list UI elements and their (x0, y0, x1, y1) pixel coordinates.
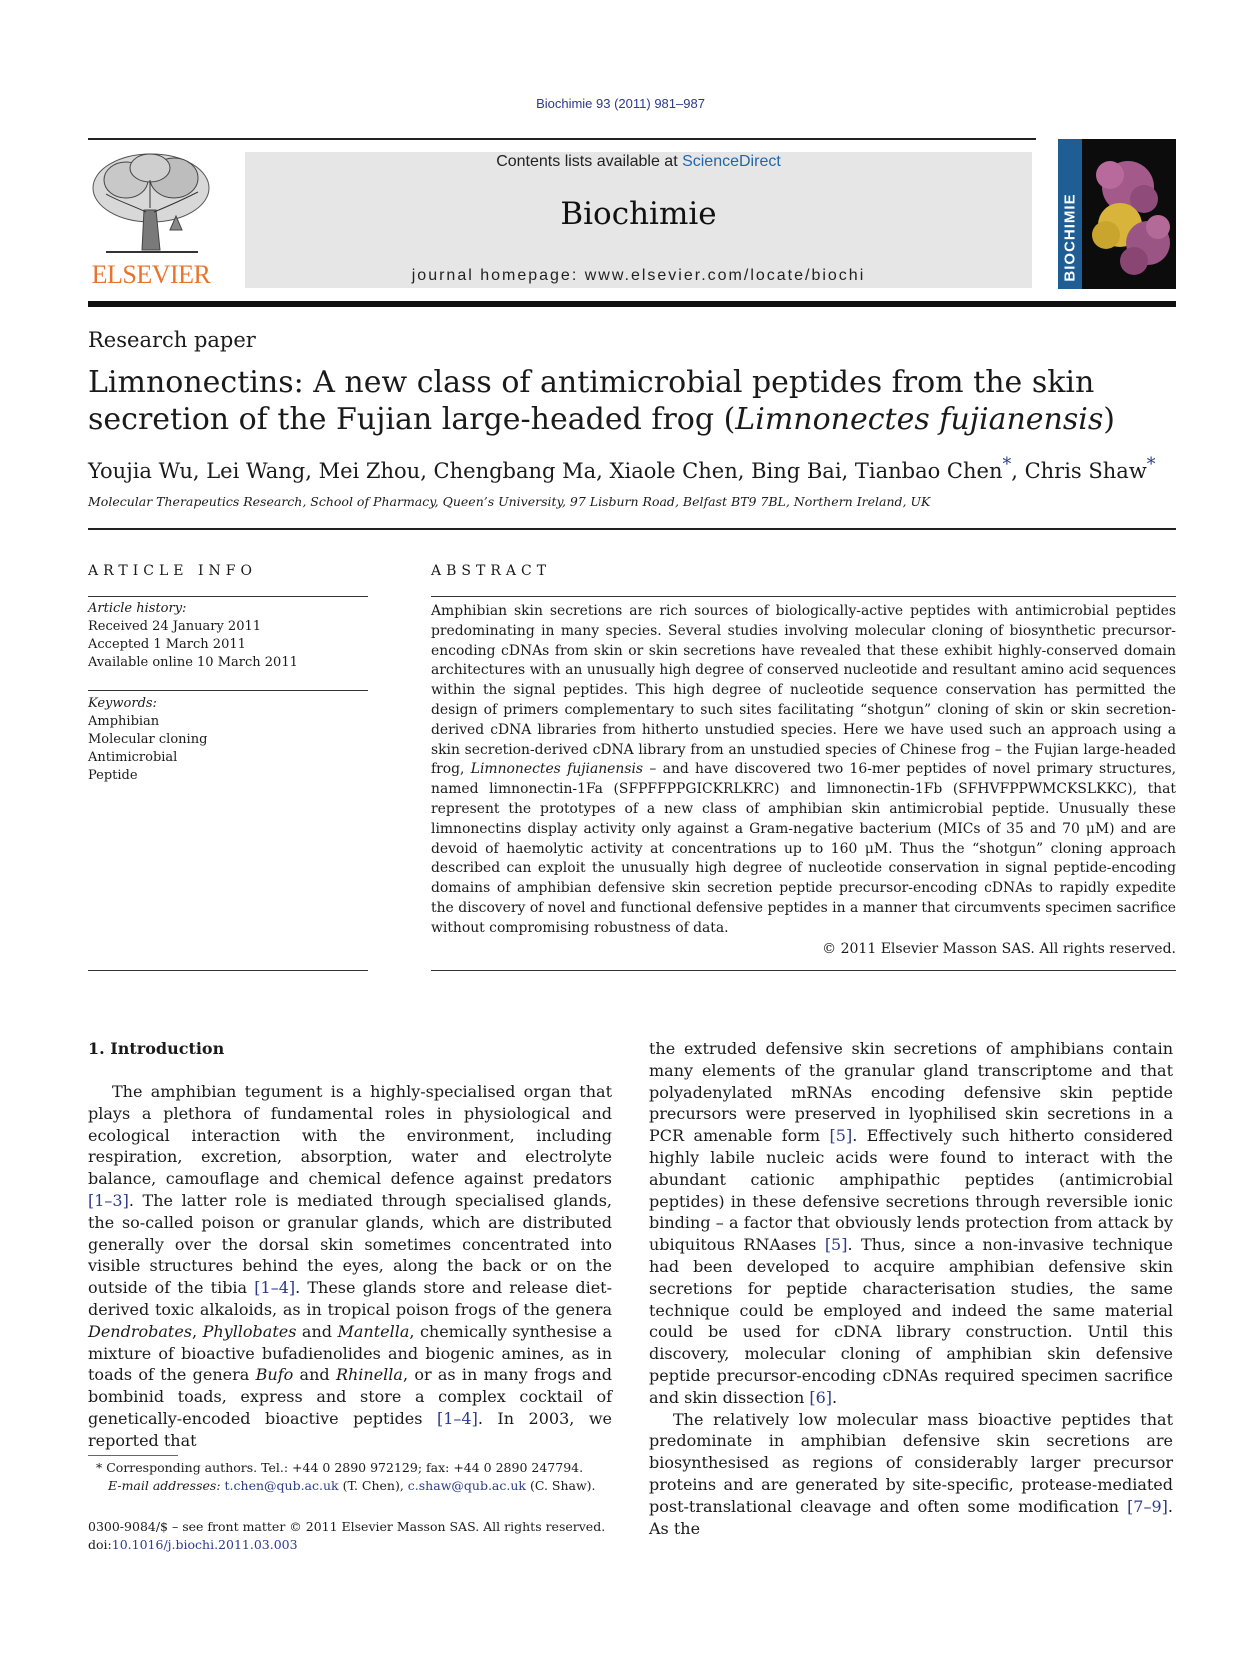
abstract-part-2: – and have discovered two 16-mer peptides of novel primary structures, named limnonectin-1Fa (SFPFFPPGICKRLKRC) and limnonectin-1Fb (SFHVFPPWMCKSLKKC), that represent the prototypes of a new class of amphibian skin antimicrobial peptide. Unusually these limnonectins display activity only against a Gram-negative bacterium (MICs of 35 and 70 μM) and are devoid of haemolytic activity at concentrations up to 160 μM. Thus the “shotgun” cloning approach described can exploit the unusually high degree of nucleotide conservation in signal peptide-encoding domains of amphibian defensive skin secretion peptide precursor-encoding cDNAs to rapidly expedite the discovery of novel and functional defensive peptides in a manner that circumvents specimen sacrifice without compromising robustness of data. (431, 761, 1177, 936)
citation-link[interactable]: [5] (829, 1126, 853, 1146)
front-matter (88, 1518, 605, 1554)
body-text: . Effectively such hitherto considered highly labile nucleic acids were found to interact with the abundant cationic amphipathic peptides (antimicrobial peptides) in these defensive secretions through reversible ionic binding – a factor that obviously lends protection from attack by ubiquitous RNAases (649, 1126, 1174, 1255)
citation-link[interactable]: [1–4] (436, 1408, 478, 1428)
keyword: Molecular cloning (88, 732, 208, 747)
paragraph (649, 1038, 1173, 1409)
email-owner: (T. Chen), (338, 1478, 408, 1493)
header-thick-rule (88, 301, 1176, 307)
keyword: Antimicrobial (88, 750, 178, 765)
affiliation: Molecular Therapeutics Research, School of Pharmacy, Queen’s University, 97 Lisburn Road, Belfast BT9 7BL, Northern Ireland, UK (88, 494, 931, 509)
body-text: The relatively low molecular mass bioactive peptides that predominate in amphibian defensive skin secretions are biosynthesised as regions of considerably larger precursor proteins and are generated by site-specific, protease-mediated post-translational cleavage and often some modification (649, 1409, 1173, 1516)
abstract-species: Limnonectes fujianensis (470, 761, 644, 778)
author-list (88, 455, 1156, 483)
footnote-rule (88, 1455, 178, 1456)
abstract-part-1: Amphibian skin secretions are rich sources of biologically-active peptides with antimicrobial peptides predominating in many species. Several studies involving molecular cloning of biosynthetic precursor-encoding cDNAs from skin or skin secretions have revealed that these exhibit highly-conserved domain architectures with an unusually high degree of conserved nucleotide and resultant amino acid sequences within the signal peptides. This high degree of nucleotide sequence conservation has permitted the design of primers complementary to such sites facilitating “shotgun” cloning of skin or skin secretion-derived cDNA libraries from hitherto unstudied species. Here we have used such an approach using a skin secretion-derived cDNA library from an unstudied species of Chinese frog – the Fujian large-headed frog, (431, 603, 1176, 778)
journal-banner (245, 152, 1032, 288)
journal-cover-thumbnail[interactable] (1058, 139, 1176, 289)
abstract-heading: ABSTRACT (431, 563, 552, 579)
received-date: Received 24 January 2011 (88, 619, 262, 634)
body-text: . These glands store and release diet-derived toxic alkaloids, as in tropical poison frogs of the genera (88, 1278, 613, 1319)
authors-part-1: Youjia Wu, Lei Wang, Mei Zhou, Chengbang Ma, Xiaole Chen, Bing Bai, Tianbao Chen (88, 459, 1003, 483)
genus-name: Dendrobates (88, 1321, 193, 1341)
tree-icon (86, 150, 216, 258)
header-top-rule (88, 138, 1036, 140)
title-rule (88, 528, 1176, 530)
doi-link[interactable]: 10.1016/j.biochi.2011.03.003 (111, 1537, 298, 1552)
body-text: . As the (649, 1496, 1173, 1538)
footnote-emails (96, 1477, 616, 1495)
elsevier-logo[interactable] (86, 150, 216, 290)
journal-citation-link[interactable]: Biochimie 93 (2011) 981–987 (536, 96, 705, 111)
journal-homepage-link[interactable]: journal homepage: www.elsevier.com/locate/biochi (411, 267, 866, 284)
body-text: . In 2003, we reported that (88, 1408, 612, 1450)
accepted-date: Accepted 1 March 2011 (88, 637, 246, 652)
corresponding-author-marker[interactable]: * (1002, 455, 1012, 475)
abstract-rule (431, 970, 1176, 971)
body-text: . The latter role is mediated through specialised glands, the so-called poison or granular glands, which are distributed generally over the dorsal skin sometimes concentrated into visible structures behind the eyes, along the back or on the outside of the tibia (88, 1190, 612, 1298)
body-text: The amphibian tegument is a highly-specialised organ that plays a plethora of fundamental roles in physiological and ecological interaction with the environment, including respiration, excretion, absorption, water and electrolyte balance, camouflage and chemical defence against predators (88, 1082, 612, 1189)
citation-link[interactable]: [5] (824, 1235, 848, 1255)
email-label: E-mail addresses: (108, 1478, 221, 1493)
email-owner: (C. Shaw). (525, 1478, 596, 1493)
title-species: Limnonectes fujianensis (735, 402, 1104, 437)
keywords-label: Keywords: (88, 696, 157, 711)
cover-label: BIOCHIMIE (1061, 193, 1079, 282)
corresponding-author-footnote (96, 1459, 616, 1495)
abstract-rule (431, 596, 1176, 597)
article-title (88, 364, 1178, 438)
issn-line: 0300-9084/$ – see front matter © 2011 Elsevier Masson SAS. All rights reserved. (88, 1519, 606, 1534)
body-text: the extruded defensive skin secretions of amphibians contain many elements of the granular gland transcriptome and that polyadenylated mRNAs encoding defensive skin peptide precursors were preserved in lyophilised skin secretions in a PCR amenable form (649, 1039, 1173, 1146)
genus-name: Rhinella (335, 1365, 403, 1385)
genus-name: Mantella (337, 1321, 410, 1341)
keyword: Amphibian (88, 714, 160, 729)
info-rule (88, 690, 368, 691)
body-text: . Thus, since a non-invasive technique had been developed to acquire amphibian defensive skin secretions for peptide characterisation studies, the same technique could be employed and indeed the same material could be used for cDNA library construction. Until this discovery, molecular cloning of amphibian skin defensive peptide precursor-encoding cDNAs required specimen sacrifice and skin dissection (649, 1235, 1174, 1407)
corresponding-author-marker[interactable]: * (1146, 455, 1156, 475)
citation-link[interactable]: [7–9] (1127, 1496, 1168, 1516)
body-column-left (88, 1081, 612, 1452)
elsevier-wordmark: ELSEVIER (91, 260, 211, 289)
info-rule (88, 596, 368, 597)
body-text: , chemically synthesise a mixture of bioactive bufadienolides and biogenic amines, as in toads of the genera (88, 1321, 612, 1385)
footnote-text: Corresponding authors. Tel.: +44 0 2890 972129; fax: +44 0 2890 247794. (102, 1460, 584, 1475)
authors-part-2: , Chris Shaw (1011, 459, 1147, 483)
doi-line (88, 1536, 605, 1554)
email-link[interactable]: t.chen@qub.ac.uk (224, 1478, 339, 1493)
body-column-right (649, 1038, 1173, 1539)
paragraph (649, 1409, 1173, 1540)
email-link[interactable]: c.shaw@qub.ac.uk (407, 1478, 526, 1493)
footnote-line (96, 1459, 616, 1477)
abstract-copyright: © 2011 Elsevier Masson SAS. All rights reserved. (822, 941, 1176, 957)
genus-name: Bufo (255, 1365, 294, 1385)
journal-name[interactable]: Biochimie (560, 196, 717, 232)
body-text: , or as in many frogs and bombinid toads, express and store a complex cocktail of genetically-encoded bioactive peptides (88, 1365, 613, 1428)
paper-type: Research paper (88, 328, 256, 352)
article-info-heading: ARTICLE INFO (88, 563, 257, 579)
contents-line (245, 153, 1032, 171)
abstract-text (431, 602, 1176, 939)
genus-name: Phyllobates (202, 1321, 297, 1341)
sciencedirect-link[interactable]: ScienceDirect (682, 153, 781, 170)
protein-structure-icon (1058, 139, 1176, 289)
citation-link[interactable]: [1–3] (88, 1190, 129, 1210)
keyword: Peptide (88, 768, 138, 783)
title-main: Limnonectins: A new class of antimicrobial peptides from the skin secretion of the Fujian large-headed frog ( (88, 365, 1095, 437)
footnote-marker: * (96, 1460, 103, 1475)
doi-label: doi: (88, 1537, 112, 1552)
citation-link[interactable]: [6] (809, 1387, 833, 1407)
history-label: Article history: (88, 601, 187, 616)
section-heading-introduction: 1. Introduction (88, 1039, 225, 1058)
citation-link[interactable]: [1–4] (254, 1278, 296, 1298)
title-end: ) (1103, 402, 1115, 437)
info-rule (88, 970, 368, 971)
body-text: and (293, 1365, 336, 1385)
body-text: . (832, 1387, 838, 1407)
online-date: Available online 10 March 2011 (88, 655, 298, 670)
contents-prefix: Contents lists available at (496, 153, 683, 170)
body-text: and (296, 1321, 338, 1341)
body-text: , (192, 1321, 203, 1341)
